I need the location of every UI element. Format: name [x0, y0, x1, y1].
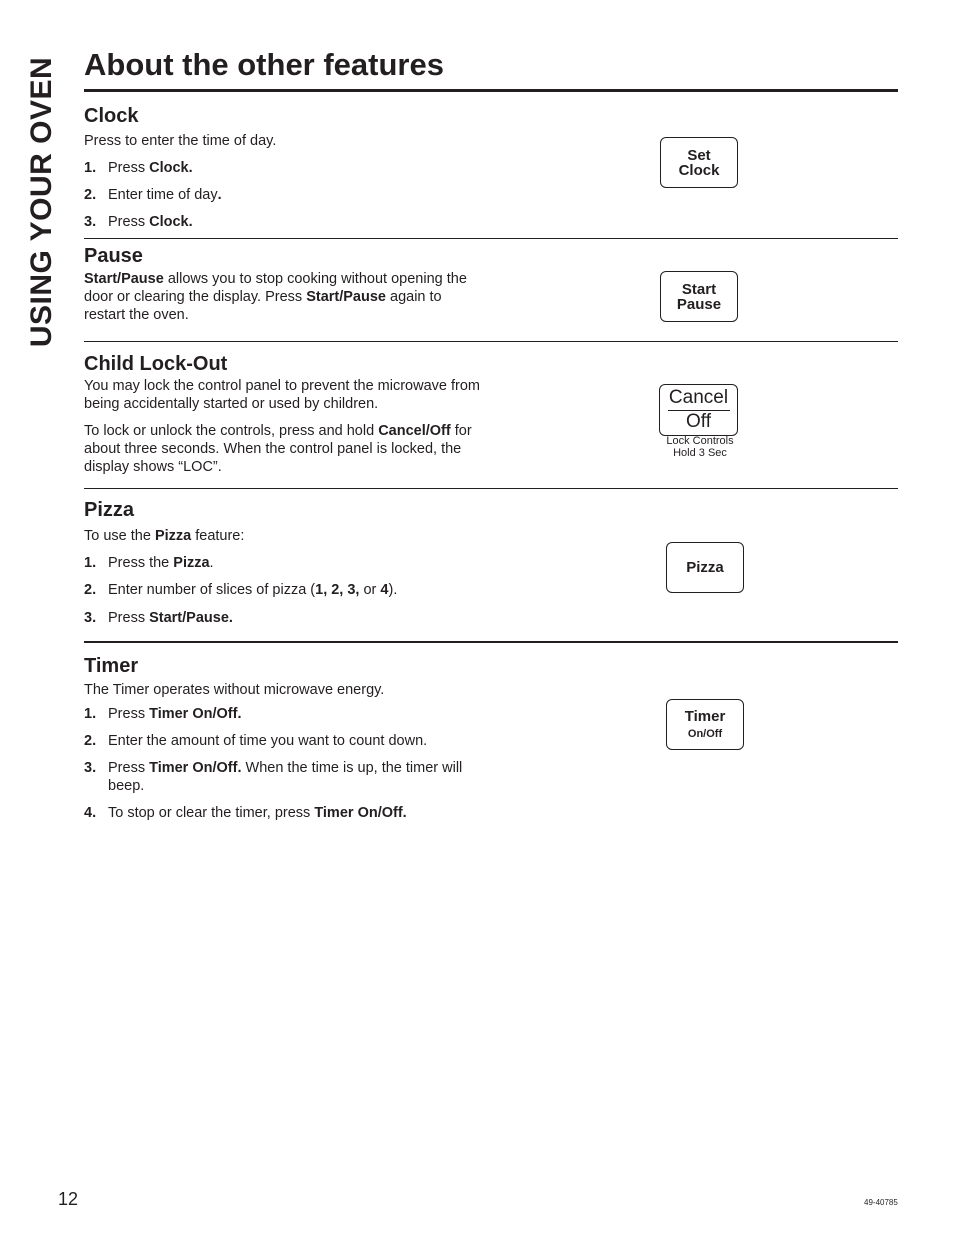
timer-section	[84, 654, 484, 822]
side-tab	[22, 55, 62, 350]
pizza-section	[84, 498, 604, 627]
child-lock-heading: Child Lock-Out	[84, 353, 228, 375]
clock-intro: Press to enter the time of day.	[84, 133, 277, 149]
child-lock-section	[84, 352, 484, 476]
title-divider	[84, 89, 898, 92]
timer-intro: The Timer operates without microwave energy.	[84, 682, 385, 698]
page-title: About the other features	[84, 47, 444, 82]
pause-section	[84, 244, 484, 324]
clock-section	[84, 104, 604, 231]
list-item: 2. Enter time of day.	[84, 187, 222, 203]
list-item: 2. Enter number of slices of pizza (1, 2, 3, or 4).	[84, 582, 398, 598]
set-clock-key: Set Clock	[660, 137, 738, 188]
section-divider	[84, 641, 898, 643]
pizza-steps	[84, 554, 604, 627]
list-item: 1. Press the Pizza.	[84, 555, 214, 571]
pizza-intro: To use the Pizza feature:	[84, 528, 245, 544]
lock-controls-caption: Lock Controls Hold 3 Sec	[666, 435, 734, 459]
pizza-heading: Pizza	[84, 499, 135, 521]
section-divider	[84, 488, 898, 489]
list-item: 3. Press Timer On/Off. When the time is up, the timer will beep.	[84, 760, 463, 794]
child-lock-intro: You may lock the control panel to prevent the microwave from being accidentally started or used by children.	[84, 378, 480, 412]
list-item: 3. Press Clock.	[84, 214, 193, 230]
cancel-off-key: Cancel Off	[659, 384, 738, 436]
pause-heading: Pause	[84, 245, 143, 267]
timer-heading: Timer	[84, 655, 139, 677]
timer-steps	[84, 705, 484, 822]
pause-text: Start/Pause allows you to stop cooking without opening the door or clearing the display. Press Start/Pause again to restart the oven.	[84, 271, 467, 323]
start-pause-key: Start Pause	[660, 271, 738, 322]
list-item: 4. To stop or clear the timer, press Timer On/Off.	[84, 805, 407, 821]
clock-steps	[84, 159, 604, 231]
section-divider	[84, 341, 898, 342]
timer-key: Timer On/Off	[666, 699, 744, 750]
page-number: 12	[58, 1189, 79, 1209]
section-divider	[84, 238, 898, 239]
clock-heading: Clock	[84, 105, 139, 127]
list-item: 1. Press Clock.	[84, 160, 193, 176]
list-item: 2. Enter the amount of time you want to count down.	[84, 733, 428, 749]
list-item: 3. Press Start/Pause.	[84, 610, 233, 626]
child-lock-instructions: To lock or unlock the controls, press and hold Cancel/Off for about three seconds. When the control panel is locked, the display shows “LOC”.	[84, 423, 472, 475]
side-tab-label: USING YOUR OVEN	[25, 56, 58, 348]
document-number: 49-40785	[864, 1198, 898, 1207]
list-item: 1. Press Timer On/Off.	[84, 706, 242, 722]
pizza-key: Pizza	[666, 542, 744, 593]
